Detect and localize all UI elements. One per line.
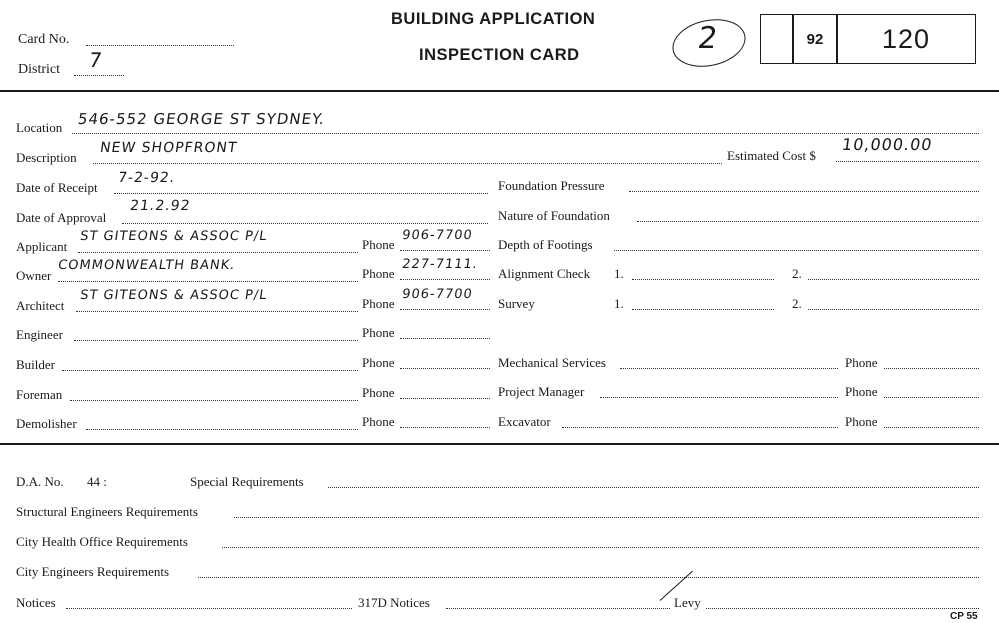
engineer-label: Engineer xyxy=(16,327,63,342)
district-label: District xyxy=(18,62,60,77)
nature-of-foundation-label: Nature of Foundation xyxy=(498,208,610,223)
notices-317d-field[interactable] xyxy=(446,608,670,609)
circled-mark-value: 2 xyxy=(695,21,721,56)
date-of-approval-field[interactable] xyxy=(122,223,488,224)
notices-317d-label: 317D Notices xyxy=(358,595,430,610)
architect-phone-value: 906-7700 xyxy=(401,287,474,302)
project-manager-phone-label: Phone xyxy=(845,384,878,399)
header-divider xyxy=(0,90,999,92)
special-requirements-label: Special Requirements xyxy=(190,474,304,489)
excavator-phone-label: Phone xyxy=(845,414,878,429)
card-box-year xyxy=(792,14,838,64)
demolisher-phone-field[interactable] xyxy=(400,427,490,428)
structural-requirements-label: Structural Engineers Requirements xyxy=(16,504,198,519)
levy-label: Levy xyxy=(674,595,701,610)
da-no-value: 44 : xyxy=(87,474,107,489)
builder-phone-label: Phone xyxy=(362,355,395,370)
demolisher-label: Demolisher xyxy=(16,416,77,431)
applicant-phone-label: Phone xyxy=(362,237,395,252)
card-no-field[interactable] xyxy=(86,45,234,46)
foundation-pressure-field[interactable] xyxy=(629,191,979,192)
title-line-2: INSPECTION CARD xyxy=(419,46,580,64)
builder-phone-field[interactable] xyxy=(400,368,490,369)
date-of-receipt-value: 7-2-92. xyxy=(116,170,177,186)
estimated-cost-field[interactable] xyxy=(836,161,979,162)
project-manager-label: Project Manager xyxy=(498,384,585,399)
description-label: Description xyxy=(16,150,77,165)
owner-phone-field[interactable] xyxy=(400,279,490,280)
applicant-field[interactable] xyxy=(78,252,358,253)
mechanical-services-field[interactable] xyxy=(620,368,838,369)
depth-of-footings-field[interactable] xyxy=(614,250,979,251)
foundation-pressure-label: Foundation Pressure xyxy=(498,178,605,193)
location-value: 546-552 GEORGE ST SYDNEY. xyxy=(76,110,327,128)
owner-value: COMMONWEALTH BANK. xyxy=(57,258,237,273)
architect-phone-field[interactable] xyxy=(400,309,490,310)
survey-2-field[interactable] xyxy=(808,309,979,310)
description-value: NEW SHOPFRONT xyxy=(98,140,239,156)
project-manager-field[interactable] xyxy=(600,397,838,398)
depth-of-footings-label: Depth of Footings xyxy=(498,237,593,252)
levy-field[interactable] xyxy=(706,608,979,609)
location-label: Location xyxy=(16,120,63,135)
applicant-value: ST GITEONS & ASSOC P/L xyxy=(79,229,269,244)
builder-field[interactable] xyxy=(62,370,358,371)
nature-of-foundation-field[interactable] xyxy=(637,221,979,222)
alignment-check-2-field[interactable] xyxy=(808,279,979,280)
city-engineers-requirements-field[interactable] xyxy=(198,577,979,578)
survey-1-label: 1. xyxy=(614,296,624,311)
alignment-check-label: Alignment Check xyxy=(498,266,591,281)
survey-label: Survey xyxy=(498,296,535,311)
engineer-phone-label: Phone xyxy=(362,325,395,340)
alignment-check-1-label: 1. xyxy=(614,266,624,281)
card-box-number xyxy=(836,14,976,64)
excavator-phone-field[interactable] xyxy=(884,427,979,428)
estimated-cost-label: Estimated Cost $ xyxy=(727,148,816,163)
form-code: CP 55 xyxy=(950,611,978,622)
excavator-label: Excavator xyxy=(498,414,551,429)
card-no-label: Card No. xyxy=(18,32,70,47)
foreman-phone-field[interactable] xyxy=(400,398,490,399)
owner-phone-value: 227-7111. xyxy=(401,257,479,272)
engineer-phone-field[interactable] xyxy=(400,338,490,339)
survey-2-label: 2. xyxy=(792,296,802,311)
city-engineers-requirements-label: City Engineers Requirements xyxy=(16,564,170,579)
engineer-field[interactable] xyxy=(74,340,358,341)
structural-requirements-field[interactable] xyxy=(234,517,979,518)
mechanical-services-phone-field[interactable] xyxy=(884,368,979,369)
date-of-approval-value: 21.2.92 xyxy=(128,198,192,214)
foreman-phone-label: Phone xyxy=(362,385,395,400)
project-manager-phone-field[interactable] xyxy=(884,397,979,398)
architect-phone-label: Phone xyxy=(362,296,395,311)
survey-1-field[interactable] xyxy=(632,309,774,310)
owner-phone-label: Phone xyxy=(362,266,395,281)
builder-label: Builder xyxy=(16,357,55,372)
estimated-cost-value: 10,000.00 xyxy=(840,135,934,154)
card-year: 92 xyxy=(806,30,824,48)
architect-label: Architect xyxy=(16,298,65,313)
card-box-blank xyxy=(760,14,794,64)
excavator-field[interactable] xyxy=(562,427,838,428)
health-requirements-field[interactable] xyxy=(222,547,979,548)
demolisher-field[interactable] xyxy=(86,429,358,430)
date-of-approval-label: Date of Approval xyxy=(16,210,107,225)
district-field[interactable] xyxy=(74,75,124,76)
date-of-receipt-label: Date of Receipt xyxy=(16,180,98,195)
foreman-label: Foreman xyxy=(16,387,63,402)
foreman-field[interactable] xyxy=(70,400,358,401)
location-field[interactable] xyxy=(72,133,979,134)
architect-field[interactable] xyxy=(76,311,358,312)
district-value: 7 xyxy=(87,48,105,72)
notices-label: Notices xyxy=(16,595,56,610)
alignment-check-1-field[interactable] xyxy=(632,279,774,280)
card-number: 120 xyxy=(881,23,931,54)
mechanical-services-label: Mechanical Services xyxy=(498,355,606,370)
owner-label: Owner xyxy=(16,268,52,283)
title-line-1: BUILDING APPLICATION xyxy=(391,10,596,28)
mechanical-services-phone-label: Phone xyxy=(845,355,878,370)
demolisher-phone-label: Phone xyxy=(362,414,395,429)
owner-field[interactable] xyxy=(58,281,358,282)
applicant-label: Applicant xyxy=(16,239,68,254)
da-no-label: D.A. No. xyxy=(16,474,64,489)
applicant-phone-value: 906-7700 xyxy=(401,228,474,243)
architect-value: ST GITEONS & ASSOC P/L xyxy=(79,288,269,303)
applicant-phone-field[interactable] xyxy=(400,250,490,251)
health-requirements-label: City Health Office Requirements xyxy=(16,534,188,549)
notices-field[interactable] xyxy=(66,608,352,609)
date-of-receipt-field[interactable] xyxy=(114,193,488,194)
description-field[interactable] xyxy=(93,163,722,164)
special-requirements-field[interactable] xyxy=(328,487,979,488)
requirements-divider xyxy=(0,443,999,445)
alignment-check-2-label: 2. xyxy=(792,266,802,281)
